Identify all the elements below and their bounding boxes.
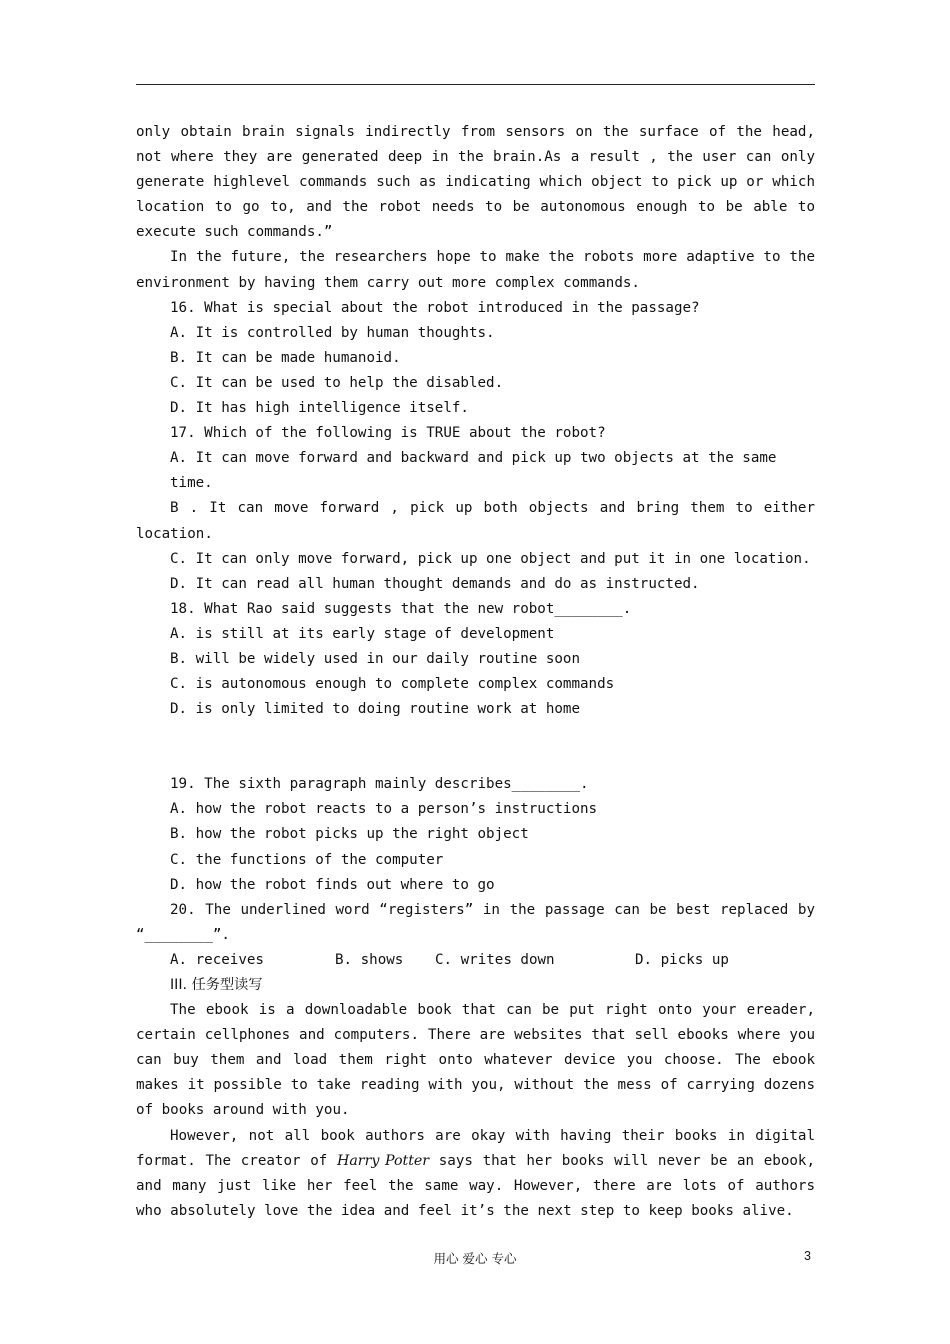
question-20-option-d: D. picks up <box>635 951 729 968</box>
question-18-option-b: B. will be widely used in our daily routine soon <box>170 650 580 667</box>
question-18-option-c: C. is autonomous enough to complete complex commands <box>170 676 615 693</box>
question-16-option-d: D. It has high intelligence itself. <box>170 400 469 417</box>
footer-motto: 用心 爱心 专心 <box>433 1251 517 1266</box>
question-20-options <box>136 948 815 973</box>
question-17-option-b: B . It can move forward , pick up both objects and bring them to either location. <box>136 500 815 542</box>
question-20-stem: 20. The underlined word “registers” in the passage can be best replaced by “________”. <box>136 901 815 943</box>
page-content <box>136 120 815 1224</box>
blank-space <box>136 722 815 772</box>
question-18-stem: 18. What Rao said suggests that the new robot________. <box>170 600 632 617</box>
section-heading: III. 任务型读写 <box>170 977 263 993</box>
question-17-option-c: C. It can only move forward, pick up one object and put it in one location. <box>170 550 811 567</box>
paragraph-however-part-2: says that her books will never be an ebook, and many just like her feel the same way. However, there are lots of authors who absolutely love the idea and feel it’s the next step to keep books alive. <box>136 1152 816 1219</box>
question-20-option-c: C. writes down <box>435 951 555 968</box>
question-16-option-c: C. It can be used to help the disabled. <box>170 374 504 391</box>
question-18-option-a: A. is still at its early stage of development <box>170 625 555 642</box>
question-17-option-d: D. It can read all human thought demands and do as instructed. <box>170 575 700 592</box>
question-17-stem: 17. Which of the following is TRUE about the robot? <box>170 425 606 442</box>
paragraph-however <box>136 1124 815 1224</box>
question-19-stem: 19. The sixth paragraph mainly describes________. <box>170 776 589 793</box>
header-rule <box>136 84 815 85</box>
question-20-option-a: A. receives <box>170 951 264 968</box>
question-19-option-d: D. how the robot finds out where to go <box>170 876 495 893</box>
book-title: Harry Potter <box>336 1152 430 1169</box>
question-16-option-a: A. It is controlled by human thoughts. <box>170 324 495 341</box>
question-19-option-c: C. the functions of the computer <box>170 851 444 868</box>
paragraph-future: In the future, the researchers hope to make the robots more adaptive to the environment by having them carry out more complex commands. <box>136 249 815 291</box>
paragraph-ebook: The ebook is a downloadable book that can be put right onto your ereader, certain cellphones and computers. There are websites that sell ebooks where you can buy them and load them right onto whatever device you choose. The ebook makes it possible to take reading with you, without the mess of carrying dozens of books around with you. <box>136 1002 815 1119</box>
question-16-stem: 16. What is special about the robot introduced in the passage? <box>170 299 700 316</box>
question-19-option-b: B. how the robot picks up the right object <box>170 826 529 843</box>
question-18-option-d: D. is only limited to doing routine work at home <box>170 701 580 718</box>
paragraph-continued: only obtain brain signals indirectly from sensors on the surface of the head, not where they are generated deep in the brain.As a result , the user can only generate highlevel commands such as indicating which object to pick up or which location to go to, and the robot needs to be autonomous enough to be able to execute such commands.” <box>136 124 815 241</box>
question-19-option-a: A. how the robot reacts to a person’s instructions <box>170 801 598 818</box>
question-16-option-b: B. It can be made humanoid. <box>170 349 401 366</box>
question-17-option-a: A. It can move forward and backward and pick up two objects at the same time. <box>170 450 777 492</box>
paragraph-however-part-1: However, not all book authors are okay with having their books in digital format. The creator of <box>136 1127 815 1169</box>
question-20-option-b: B. shows <box>335 951 404 968</box>
page-number: 3 <box>804 1249 811 1263</box>
